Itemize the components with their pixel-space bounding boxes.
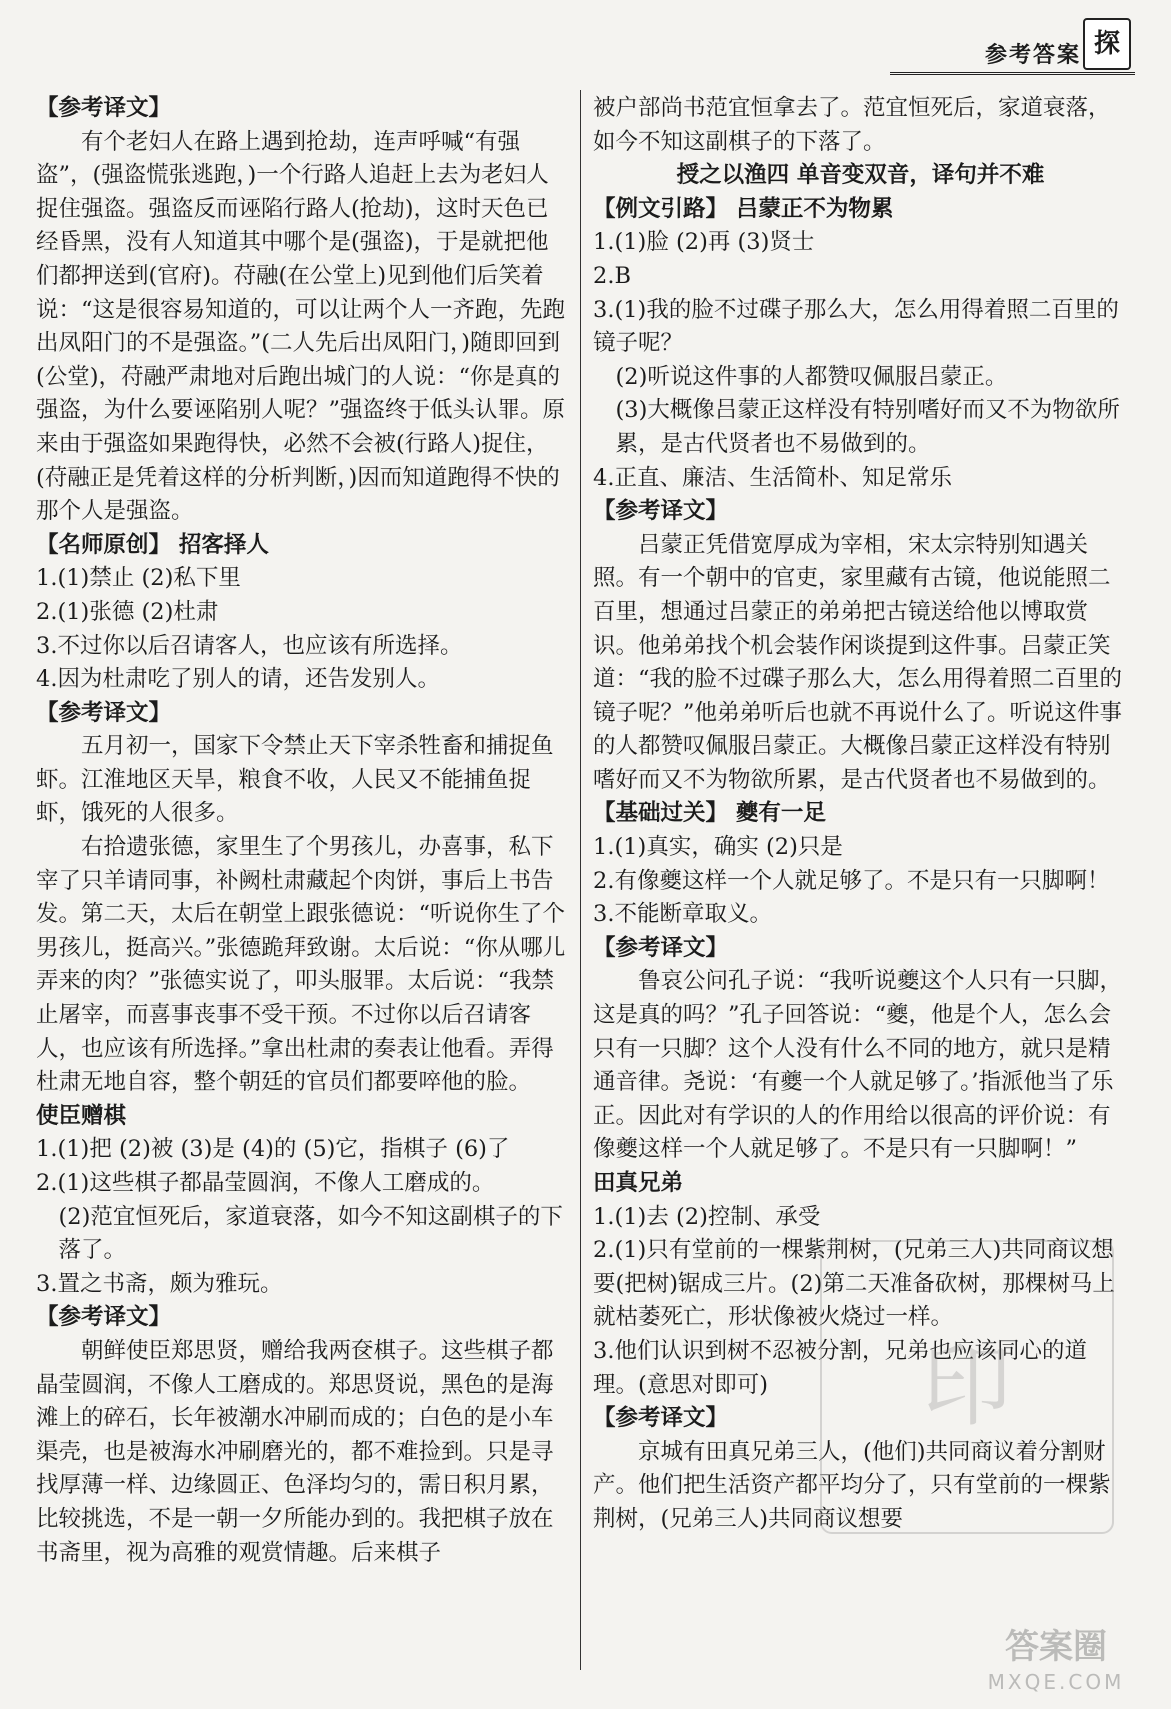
section-heading: 【参考译文】 xyxy=(593,498,729,525)
section-heading: 【参考译文】 xyxy=(36,95,172,121)
section-title: 使臣赠棋 xyxy=(36,1102,127,1129)
answer-line: (2)范宜恒死后，家道衰落，如今不知这副棋子的下落了。 xyxy=(58,1203,563,1264)
answer-line: 1.(1)把 (2)被 (3)是 (4)的 (5)它，指棋子 (6)了 xyxy=(36,1136,510,1163)
section-heading: 【基础过关】 夔有一足 xyxy=(593,800,826,827)
section-heading: 【参考译文】 xyxy=(36,1304,172,1331)
translation-paragraph: 鲁哀公问孔子说：“我听说夔这个人只有一只脚，这是真的吗？”孔子回答说：“夔，他是个人，怎么会只有一只脚？这个人没有什么不同的地方，就只是精通音律。尧说：‘有夔一个人就足够了。’指派他当了乐正。因此对有学识的人的作用给以很高的评价说：有像夔这样一个人就足够了。不是只有一只脚啊！” xyxy=(593,968,1123,1163)
answer-line: 4.正直、廉洁、生活简朴、知足常乐 xyxy=(593,464,952,491)
answer-line: 1.(1)去 (2)控制、承受 xyxy=(593,1203,821,1230)
watermark-url: MXQE.COM xyxy=(987,1670,1125,1694)
section-heading: 【参考译文】 xyxy=(593,934,729,961)
header-title: 参考答案 xyxy=(984,42,1081,68)
answer-line: 3.不过你以后召请客人，也应该有所选择。 xyxy=(36,632,463,659)
section-heading: 【参考译文】 xyxy=(593,1405,729,1432)
translation-paragraph: 吕蒙正凭借宽厚成为宰相，宋太宗特别知遇关照。有一个朝中的官吏，家里藏有古镜，他说能照二百里，想通过吕蒙正的弟弟把古镜送给他以博取赏识。他弟弟找个机会装作闲谈提到这件事。吕蒙正笑道：“我的脸不过碟子那么大，怎么用得着照二百里的镜子呢？”他弟弟听后也就不再说什么了。听说这件事的人都赞叹佩服吕蒙正。大概像吕蒙正这样没有特别嗜好而又不为物欲所累，是古代贤者也不易做到的。 xyxy=(593,531,1123,793)
translation-paragraph: 五月初一，国家下令禁止天下宰杀牲畜和捕捉鱼虾。江淮地区天旱，粮食不收，人民又不能捕鱼捉虾，饿死的人很多。 xyxy=(36,733,554,827)
answer-line: 2.有像夔这样一个人就足够了。不是只有一只脚啊！ xyxy=(593,867,1110,894)
section-title: 授之以渔四 单音变双音，译句并不难 xyxy=(676,162,1045,189)
answer-line: 1.(1)真实，确实 (2)只是 xyxy=(593,834,843,861)
column-divider xyxy=(580,90,581,1670)
answer-line: 4.因为杜肃吃了别人的请，还告发别人。 xyxy=(36,666,440,693)
answer-line: 被户部尚书范宜恒拿去了。范宜恒死后，家道衰落，如今不知这副棋子的下落了。 xyxy=(593,95,1111,155)
answer-line: (3)大概像吕蒙正这样没有特别嗜好而又不为物欲所累，是古代贤者也不易做到的。 xyxy=(615,397,1120,457)
section-heading: 【例文引路】 吕蒙正不为物累 xyxy=(593,195,894,222)
answer-line: 3.不能断章取义。 xyxy=(593,901,772,928)
answer-line: 3.置之书斋，颇为雅玩。 xyxy=(36,1270,283,1297)
watermark-logo-text: 答案圈 xyxy=(1005,1627,1107,1667)
answer-line: 3.他们认识到树不忍被分割，兄弟也应该同心的道理。(意思对即可) xyxy=(593,1337,1087,1398)
answer-line: 3.(1)我的脸不过碟子那么大，怎么用得着照二百里的镜子呢？ xyxy=(593,296,1119,357)
answer-line: 2.(1)张德 (2)杜肃 xyxy=(36,598,219,625)
translation-paragraph: 京城有田真兄弟三人，(他们)共同商议着分割财产。他们把生活资产都平均分了，只有堂前的一棵紫荆树，(兄弟三人)共同商议想要 xyxy=(593,1438,1111,1532)
header-rule xyxy=(890,72,1135,75)
section-heading: 【参考译文】 xyxy=(36,699,172,726)
translation-paragraph: 有个老妇人在路上遇到抢劫，连声呼喊“有强盗”，(强盗慌张逃跑，)一个行路人追赶上去为老妇人捉住强盗。强盗反而诬陷行路人(抢劫)，这时天色已经昏黑，没有人知道其中哪个是(强盗)，于是就把他们都押送到(官府)。苻融(在公堂上)见到他们后笑着说：“这是很容易知道的，可以让两个人一齐跑，先跑出凤阳门的不是强盗。”(二人先后出凤阳门，)随即回到(公堂)，苻融严肃地对后跑出城门的人说：“你是真的强盗，为什么要诬陷别人呢？”强盗终于低头认罪。原来由于强盗如果跑得快，必然不会被(行路人)捉住，(苻融正是凭着这样的分析判断，)因而知道跑得不快的那个人是强盗。 xyxy=(36,128,566,525)
answer-line: (2)听说这件事的人都赞叹佩服吕蒙正。 xyxy=(615,363,1008,390)
translation-paragraph: 朝鲜使臣郑思贤，赠给我两奁棋子。这些棋子都晶莹圆润，不像人工磨成的。郑思贤说，黑色的是海滩上的碎石，长年被潮水冲刷而成的；白色的是小车渠壳，也是被海水冲刷磨光的，都不难捡到。只是寻找厚薄一样、边缘圆正、色泽均匀的，需日积月累，比较挑选，不是一朝一夕所能办到的。我把棋子放在书斋里，视为高雅的观赏情趣。后来棋子 xyxy=(36,1337,554,1566)
answer-line: 2.(1)这些棋子都晶莹圆润，不像人工磨成的。 xyxy=(36,1170,495,1196)
answer-line: 1.(1)脸 (2)再 (3)贤士 xyxy=(593,229,815,256)
section-title: 田真兄弟 xyxy=(593,1170,684,1196)
answer-line: 2.B xyxy=(593,262,632,289)
answer-line: 1.(1)禁止 (2)私下里 xyxy=(36,565,241,592)
series-logo: 探 xyxy=(1083,18,1131,70)
page-header xyxy=(0,0,1171,80)
left-column xyxy=(36,92,571,1570)
answer-line: 2.(1)只有堂前的一棵紫荆树，(兄弟三人)共同商议想要(把树)锯成三片。(2)第二天准备砍树，那棵树马上就枯萎死亡，形状像被火烧过一样。 xyxy=(593,1237,1115,1331)
section-heading: 【名师原创】 招客择人 xyxy=(36,531,269,558)
site-watermark xyxy=(961,1625,1151,1699)
translation-paragraph: 右拾遗张德，家里生了个男孩儿，办喜事，私下宰了只羊请同事，补阙杜肃藏起个肉饼，事后上书告发。第二天，太后在朝堂上跟张德说：“听说你生了个男孩儿，挺高兴。”张德跪拜致谢。太后说：“你从哪儿弄来的肉？”张德实说了，叩头服罪。太后说：“我禁止屠宰，而喜事丧事不受干预。不过你以后召请客人，也应该有所选择。”拿出杜肃的奏表让他看。弄得杜肃无地自容，整个朝廷的官员们都要啐他的脸。 xyxy=(36,834,566,1096)
faint-stamp: 印 xyxy=(820,1240,1114,1534)
